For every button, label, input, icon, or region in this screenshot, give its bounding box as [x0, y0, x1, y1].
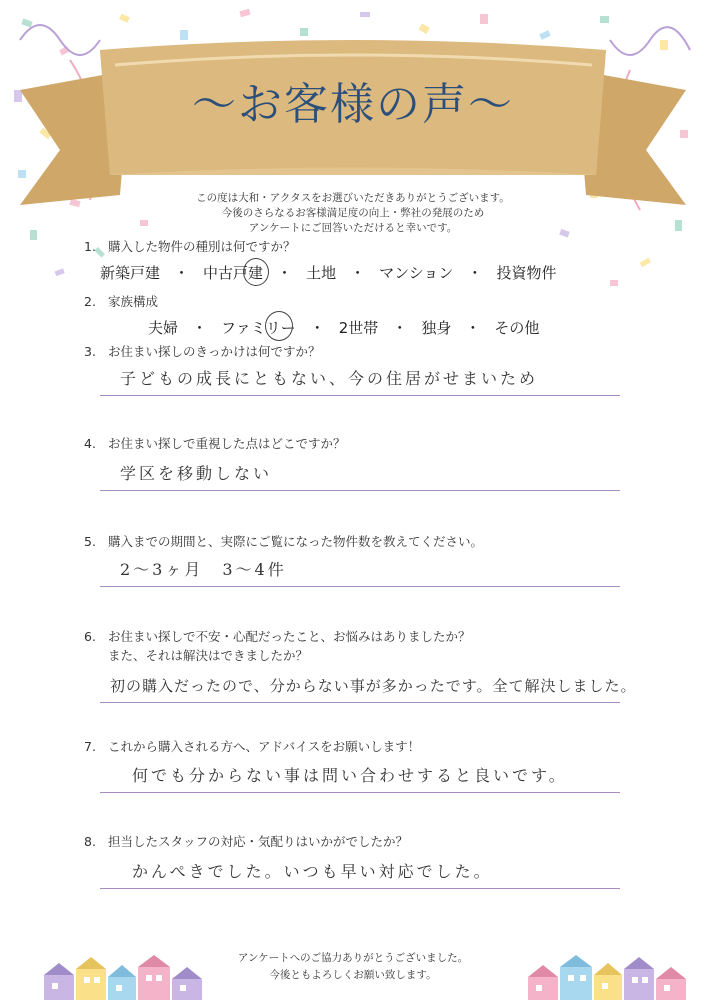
question-1: [84, 237, 296, 255]
option-family: ファミリー: [221, 317, 296, 338]
question-number: 5.: [84, 534, 96, 549]
option-land: 土地: [306, 264, 337, 282]
question-number: 3.: [84, 344, 96, 359]
answer-line: [100, 546, 620, 587]
question-text: 購入した物件の種別は何ですか？: [108, 239, 296, 254]
answer-line: [100, 355, 620, 396]
option-two-generation: 2世帯: [338, 319, 379, 337]
question-number: 8.: [84, 834, 96, 849]
question-6: [84, 627, 471, 645]
intro-line: 今後のさらなるお客様満足度の向上・弊社の発展のため: [221, 207, 485, 219]
option-new-house: 新築戸建: [100, 264, 161, 282]
handwritten-answer: 何でも分からない事は問い合わせすると良いです。: [132, 766, 568, 785]
handwritten-answer: 学区を移動しない: [120, 464, 273, 483]
answer-line: [100, 848, 620, 889]
question-6-subtext: また、それは解決はできましたか？: [108, 648, 309, 663]
answer-line: [100, 752, 620, 793]
option-mansion: マンション: [379, 264, 454, 282]
option-other: その他: [494, 319, 540, 337]
question-text: これから購入される方へ、アドバイスをお願いします！: [108, 739, 421, 754]
question-number: 7.: [84, 739, 96, 754]
question-text: お住まい探しで不安・心配だったこと、お悩みはありましたか？: [108, 629, 471, 644]
question-number: 2.: [84, 294, 96, 309]
answer-line: [100, 450, 620, 491]
houses-illustration-left: [44, 955, 204, 1000]
question-text: 担当したスタッフの対応・気配りはいかがでしたか？: [108, 834, 409, 849]
property-type-options: 新築戸建 ・ 中古戸建 ・ 土地 ・ マンション ・ 投資物件: [100, 262, 556, 283]
handwritten-answer: 2〜3ヶ月 3〜4件: [120, 560, 287, 579]
handwritten-answer: 初の購入だったので、分からない事が多かったです。全て解決しました。: [110, 677, 637, 695]
handwritten-answer: かんぺきでした。いつも早い対応でした。: [132, 862, 493, 881]
option-investment: 投資物件: [496, 264, 557, 282]
question-text: 購入までの期間と、実際にご覧になった物件数を教えてください。: [108, 534, 484, 549]
selection-circle: [243, 258, 269, 286]
question-text: お住まい探しのきっかけは何ですか？: [108, 344, 321, 359]
page-title: 〜お客様の声〜: [192, 79, 514, 130]
option-couple: 夫婦: [148, 319, 179, 337]
closing-line: 今後ともよろしくお願い致します。: [269, 969, 437, 981]
option-single: 独身: [421, 319, 452, 337]
option-used-house: 中古戸建: [203, 262, 263, 283]
question-2: [84, 292, 158, 310]
handwritten-answer: 子どもの成長にともない、今の住居がせまいため: [120, 369, 539, 388]
answer-line: [100, 662, 637, 703]
intro-line: この度は大和・アクタスをお選びいただきありがとうございます。: [196, 192, 510, 204]
question-text: お住まい探しで重視した点はどこですか？: [108, 436, 346, 451]
intro-line: アンケートにご回答いただけると幸いです。: [248, 222, 458, 234]
houses-illustration-right: [528, 955, 688, 1000]
intro-text: [120, 191, 586, 236]
question-text: 家族構成: [108, 294, 159, 309]
question-number: 1.: [84, 239, 96, 254]
question-number: 4.: [84, 436, 96, 451]
question-number: 6.: [84, 629, 96, 644]
family-options: 夫婦 ・ ファミリー ・ 2世帯 ・ 独身 ・ その他: [148, 317, 539, 338]
selection-circle: [265, 311, 293, 341]
closing-line: アンケートへのご協力ありがとうございました。: [237, 952, 469, 964]
